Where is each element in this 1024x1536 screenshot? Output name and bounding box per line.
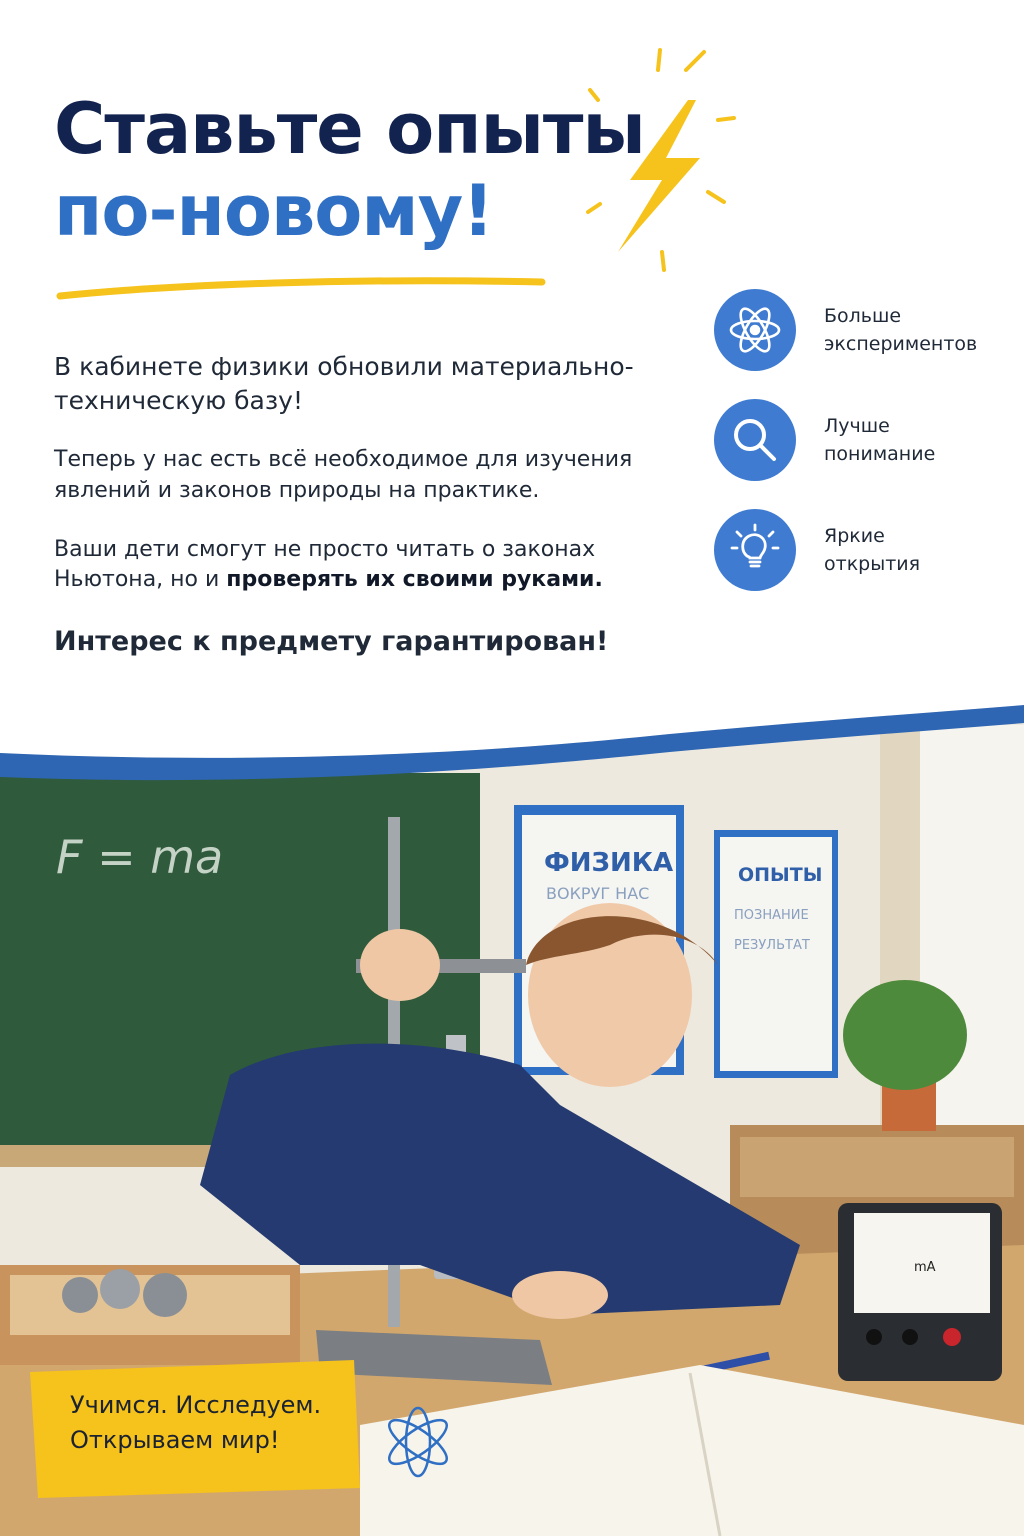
poster-experiments-line-3: РЕЗУЛЬТАТ — [734, 938, 810, 953]
feature-line-2: открытия — [824, 553, 921, 575]
poster-experiments-line-2: ПОЗНАНИЕ — [734, 908, 809, 923]
slogan-badge — [70, 1388, 321, 1458]
feature-label-understanding — [824, 412, 999, 469]
intro-text — [54, 350, 694, 657]
poster-experiments-title: ОПЫТЫ — [738, 864, 823, 886]
feature-line-2: экспериментов — [824, 333, 978, 355]
feature-item-discoveries — [714, 510, 999, 590]
yellow-underline — [56, 270, 546, 304]
atom-doodle-icon — [378, 1402, 458, 1482]
lightbulb-icon — [714, 509, 796, 591]
feature-list — [714, 290, 999, 620]
intro-paragraph-3-start: Ваши дети смогут не просто читать о законах Ньютона, но и — [54, 536, 596, 593]
magnifier-icon — [714, 399, 796, 481]
call-to-action: Интерес к предмету гарантирован! — [54, 626, 609, 658]
feature-label-experiments — [824, 302, 999, 359]
headline-line-1: Ставьте опыты — [54, 88, 645, 170]
feature-label-discoveries — [824, 522, 999, 579]
headline — [54, 88, 645, 253]
ammeter-unit: mA — [914, 1260, 936, 1275]
feature-item-experiments — [714, 290, 999, 370]
intro-paragraph-1: В кабинете физики обновили материально-техническую базу! — [54, 352, 634, 415]
feature-item-understanding — [714, 400, 999, 480]
slogan-line-2: Открываем мир! — [70, 1425, 280, 1454]
headline-line-2: по-новому! — [54, 170, 494, 253]
intro-paragraph-2: Теперь у нас есть всё необходимое для изучения явлений и законов природы на практике. — [54, 447, 633, 503]
intro-paragraph-3 — [54, 535, 694, 597]
intro-paragraph-3-bold: проверять их своими руками. — [226, 567, 603, 593]
feature-line-1: Больше — [824, 304, 902, 327]
chalkboard-formula: F = ma — [56, 830, 224, 884]
feature-line-1: Яркие — [824, 524, 885, 547]
slogan-line-1: Учимся. Исследуем. — [70, 1391, 322, 1419]
poster-physics-title: ФИЗИКА — [544, 848, 674, 878]
feature-line-2: понимание — [824, 443, 936, 465]
feature-line-1: Лучше — [824, 414, 890, 437]
poster-physics-subtitle: ВОКРУГ НАС — [546, 884, 650, 903]
atom-icon — [714, 289, 796, 371]
